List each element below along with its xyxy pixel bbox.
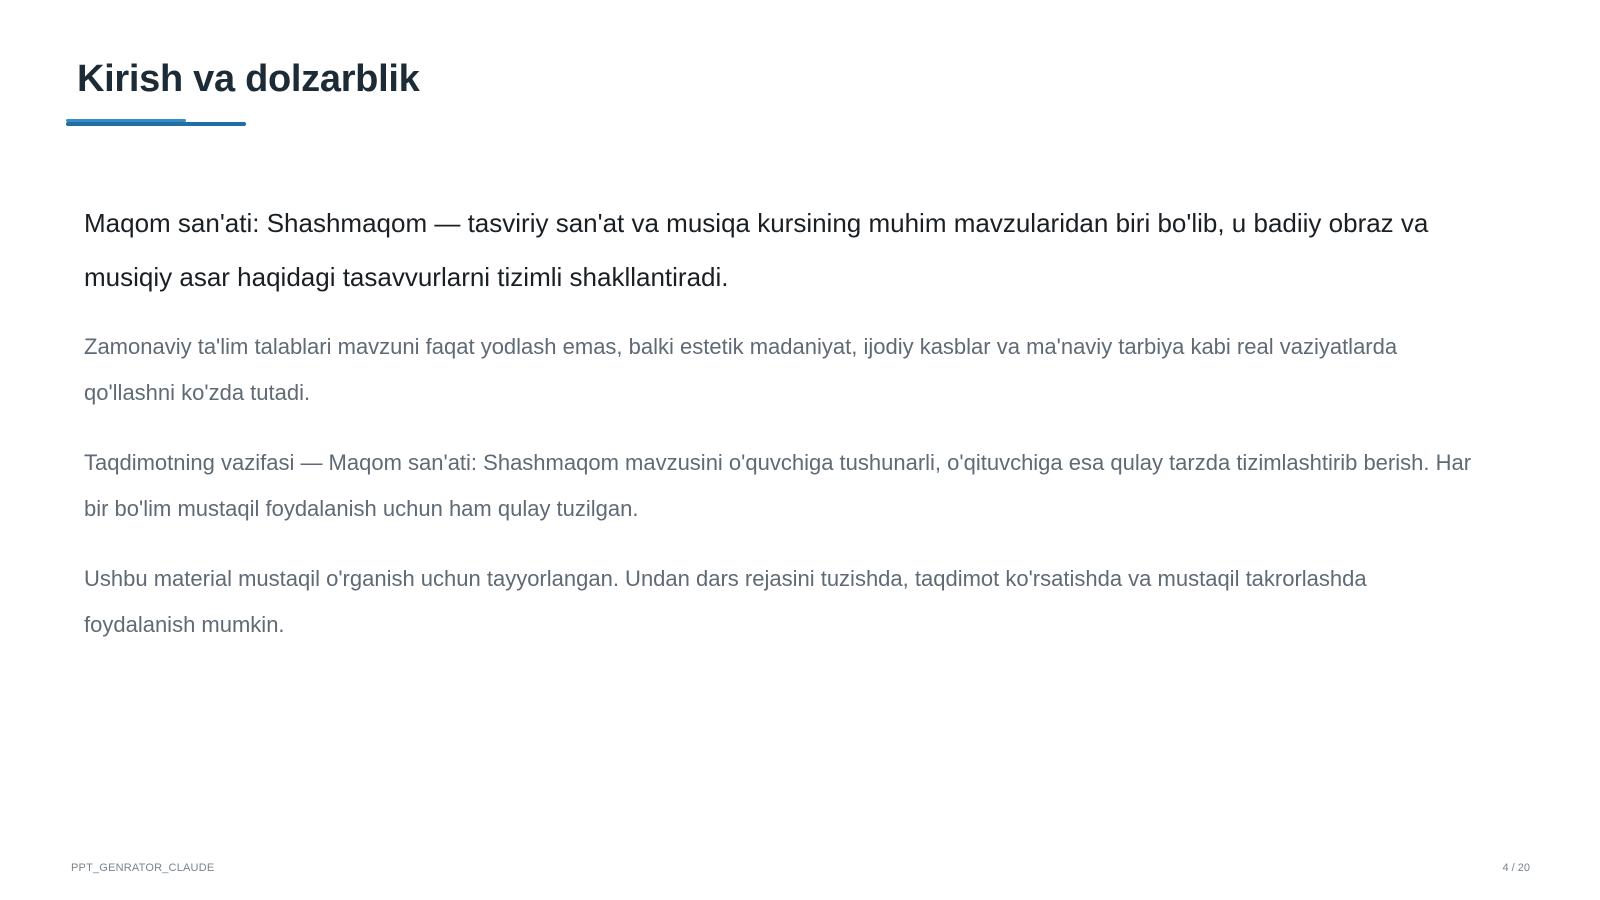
body-paragraph: Zamonaviy ta'lim talablari mavzuni faqat yodlash emas, balki estetik madaniyat, ijodiy kasblar va ma'naviy tarbiya kabi real vaziyatlarda qo'llashni ko'zda tutadi. bbox=[84, 334, 1398, 405]
slide-title: Kirish va dolzarblik bbox=[77, 58, 420, 100]
lead-paragraph: Maqom san'ati: Shashmaqom — tasviriy san'at va musiqa kursining muhim mavzularidan biri bo'lib, u badiiy obraz va musiqiy asar haqidagi tasavvurlarni tizimli shakllantiradi. bbox=[84, 208, 1429, 292]
page-number: 4 / 20 bbox=[1502, 862, 1530, 874]
slide-content bbox=[84, 196, 1484, 672]
body-paragraph: Ushbu material mustaqil o'rganish uchun tayyorlangan. Undan dars rejasini tuzishda, taqdimot ko'rsatishda va mustaqil takrorlashda foydalanish mumkin. bbox=[84, 566, 1367, 637]
title-underline bbox=[66, 122, 246, 126]
body-paragraph: Taqdimotning vazifasi — Maqom san'ati: Shashmaqom mavzusini o'quvchiga tushunarli, o'qituvchiga esa qulay tarzda tizimlashtirib berish. Har bir bo'lim mustaqil foydalanish uchun ham qulay tuzilgan. bbox=[84, 450, 1472, 521]
footer-brand: PPT_GENRATOR_CLAUDE bbox=[71, 862, 215, 874]
